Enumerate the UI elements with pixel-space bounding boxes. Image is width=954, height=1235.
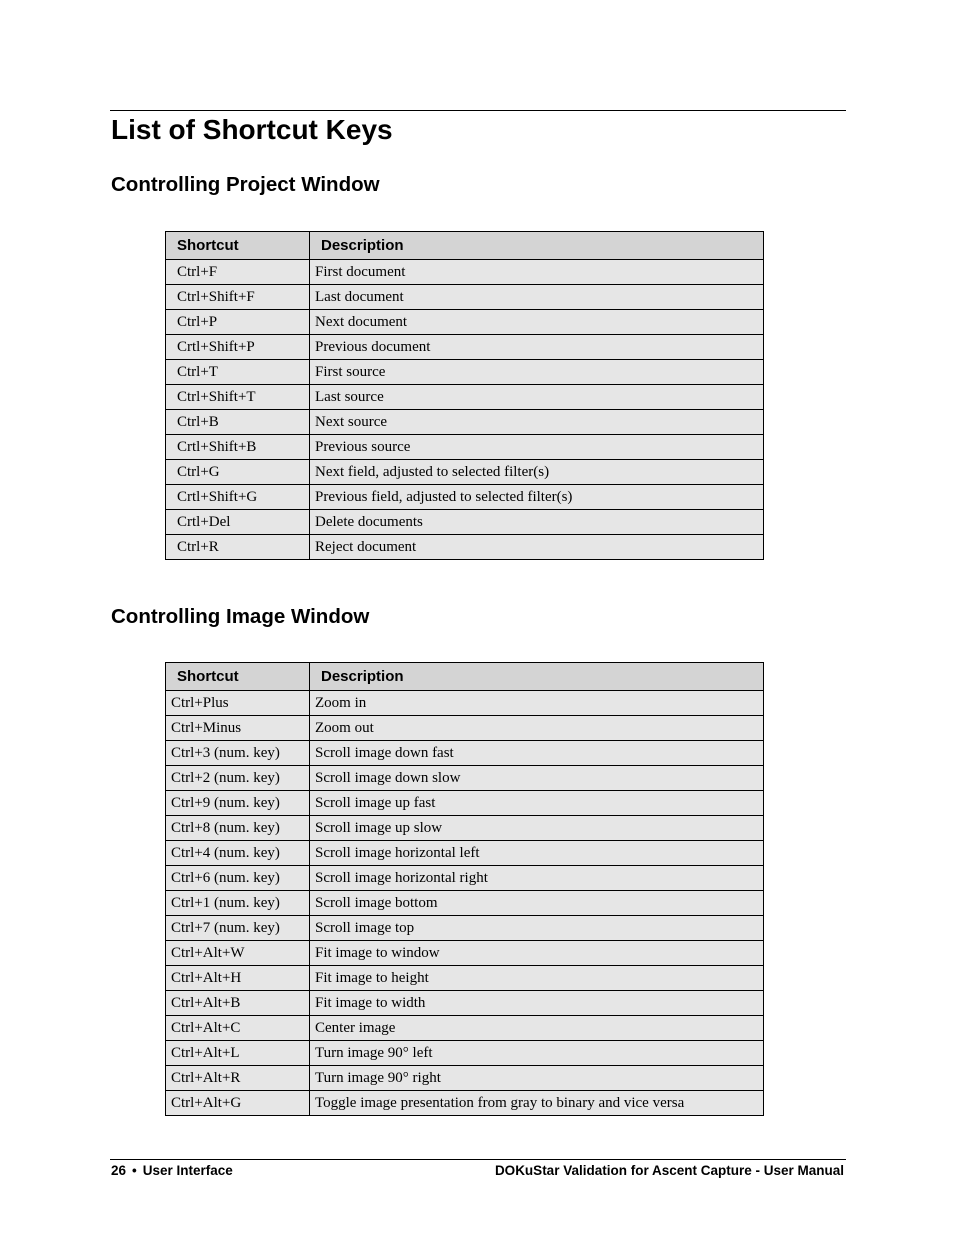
shortcut-cell: Ctrl+F [166, 260, 310, 285]
table-row [166, 916, 764, 941]
shortcut-cell: Ctrl+Shift+F [166, 285, 310, 310]
table-row [166, 966, 764, 991]
description-cell: First document [310, 260, 764, 285]
shortcut-cell: Ctrl+B [166, 410, 310, 435]
table-row [166, 1016, 764, 1041]
column-header-description: Description [310, 663, 764, 691]
table-row [166, 716, 764, 741]
shortcut-cell: Ctrl+3 (num. key) [166, 741, 310, 766]
description-cell: Delete documents [310, 510, 764, 535]
table-row [166, 1041, 764, 1066]
description-cell: Fit image to window [310, 941, 764, 966]
description-cell: Zoom in [310, 691, 764, 716]
table-row [166, 310, 764, 335]
column-header-shortcut: Shortcut [166, 663, 310, 691]
table-row [166, 991, 764, 1016]
footer-left [111, 1162, 233, 1179]
table-header-row [166, 663, 764, 691]
table-row [166, 941, 764, 966]
shortcut-cell: Ctrl+9 (num. key) [166, 791, 310, 816]
column-header-description: Description [310, 232, 764, 260]
shortcut-cell: Ctrl+Alt+B [166, 991, 310, 1016]
description-cell: Fit image to height [310, 966, 764, 991]
description-cell: Scroll image up slow [310, 816, 764, 841]
footer-bullet: • [132, 1163, 137, 1178]
description-cell: Scroll image down fast [310, 741, 764, 766]
shortcut-cell: Ctrl+1 (num. key) [166, 891, 310, 916]
table-row [166, 285, 764, 310]
description-cell: Next field, adjusted to selected filter(s) [310, 460, 764, 485]
description-cell: Previous document [310, 335, 764, 360]
table-row [166, 691, 764, 716]
description-cell: Turn image 90° left [310, 1041, 764, 1066]
description-cell: Scroll image horizontal right [310, 866, 764, 891]
shortcut-cell: Ctrl+Alt+G [166, 1091, 310, 1116]
table-row [166, 485, 764, 510]
description-cell: Last source [310, 385, 764, 410]
page-number: 26 [111, 1163, 127, 1178]
table-row [166, 335, 764, 360]
description-cell: Scroll image bottom [310, 891, 764, 916]
table-row [166, 260, 764, 285]
description-cell: Last document [310, 285, 764, 310]
description-cell: Scroll image up fast [310, 791, 764, 816]
description-cell: Scroll image top [310, 916, 764, 941]
description-cell: Previous source [310, 435, 764, 460]
description-cell: Scroll image horizontal left [310, 841, 764, 866]
image-window-shortcut-table [165, 662, 764, 1116]
shortcut-cell: Crtl+Del [166, 510, 310, 535]
table-row [166, 385, 764, 410]
bottom-rule [110, 1159, 846, 1160]
shortcut-cell: Ctrl+T [166, 360, 310, 385]
table-row [166, 510, 764, 535]
section-title-image-window: Controlling Image Window [111, 605, 370, 628]
description-cell: Scroll image down slow [310, 766, 764, 791]
column-header-shortcut: Shortcut [166, 232, 310, 260]
shortcut-cell: Crtl+Shift+P [166, 335, 310, 360]
shortcut-cell: Crtl+Shift+G [166, 485, 310, 510]
description-cell: Center image [310, 1016, 764, 1041]
table-row [166, 741, 764, 766]
top-rule [110, 110, 846, 111]
shortcut-cell: Ctrl+Alt+C [166, 1016, 310, 1041]
shortcut-cell: Ctrl+4 (num. key) [166, 841, 310, 866]
table-row [166, 791, 764, 816]
footer-section: User Interface [142, 1163, 233, 1178]
description-cell: Reject document [310, 535, 764, 560]
shortcut-cell: Ctrl+Shift+T [166, 385, 310, 410]
table-row [166, 435, 764, 460]
shortcut-cell: Ctrl+8 (num. key) [166, 816, 310, 841]
footer-manual-title: DOKuStar Validation for Ascent Capture - User Manual [494, 1163, 844, 1178]
description-cell: Next document [310, 310, 764, 335]
shortcut-cell: Ctrl+Alt+R [166, 1066, 310, 1091]
shortcut-cell: Ctrl+7 (num. key) [166, 916, 310, 941]
shortcut-cell: Crtl+Shift+B [166, 435, 310, 460]
project-window-shortcut-table [165, 231, 764, 560]
shortcut-cell: Ctrl+P [166, 310, 310, 335]
table-row [166, 891, 764, 916]
shortcut-cell: Ctrl+R [166, 535, 310, 560]
table-row [166, 460, 764, 485]
table-row [166, 816, 764, 841]
description-cell: Turn image 90° right [310, 1066, 764, 1091]
shortcut-cell: Ctrl+2 (num. key) [166, 766, 310, 791]
description-cell: Previous field, adjusted to selected filter(s) [310, 485, 764, 510]
shortcut-cell: Ctrl+Alt+H [166, 966, 310, 991]
shortcut-cell: Ctrl+Alt+L [166, 1041, 310, 1066]
section-title-project-window: Controlling Project Window [111, 173, 380, 196]
table-row [166, 1066, 764, 1091]
table-header-row [166, 232, 764, 260]
shortcut-cell: Ctrl+Alt+W [166, 941, 310, 966]
shortcut-cell: Ctrl+Plus [166, 691, 310, 716]
shortcut-cell: Ctrl+Minus [166, 716, 310, 741]
table-row [166, 360, 764, 385]
description-cell: Next source [310, 410, 764, 435]
table-row [166, 535, 764, 560]
shortcut-cell: Ctrl+6 (num. key) [166, 866, 310, 891]
description-cell: Fit image to width [310, 991, 764, 1016]
table-row [166, 410, 764, 435]
table-row [166, 841, 764, 866]
description-cell: Toggle image presentation from gray to binary and vice versa [310, 1091, 764, 1116]
table-row [166, 866, 764, 891]
description-cell: Zoom out [310, 716, 764, 741]
description-cell: First source [310, 360, 764, 385]
shortcut-cell: Ctrl+G [166, 460, 310, 485]
table-row [166, 766, 764, 791]
table-row [166, 1091, 764, 1116]
page-title: List of Shortcut Keys [111, 114, 393, 145]
